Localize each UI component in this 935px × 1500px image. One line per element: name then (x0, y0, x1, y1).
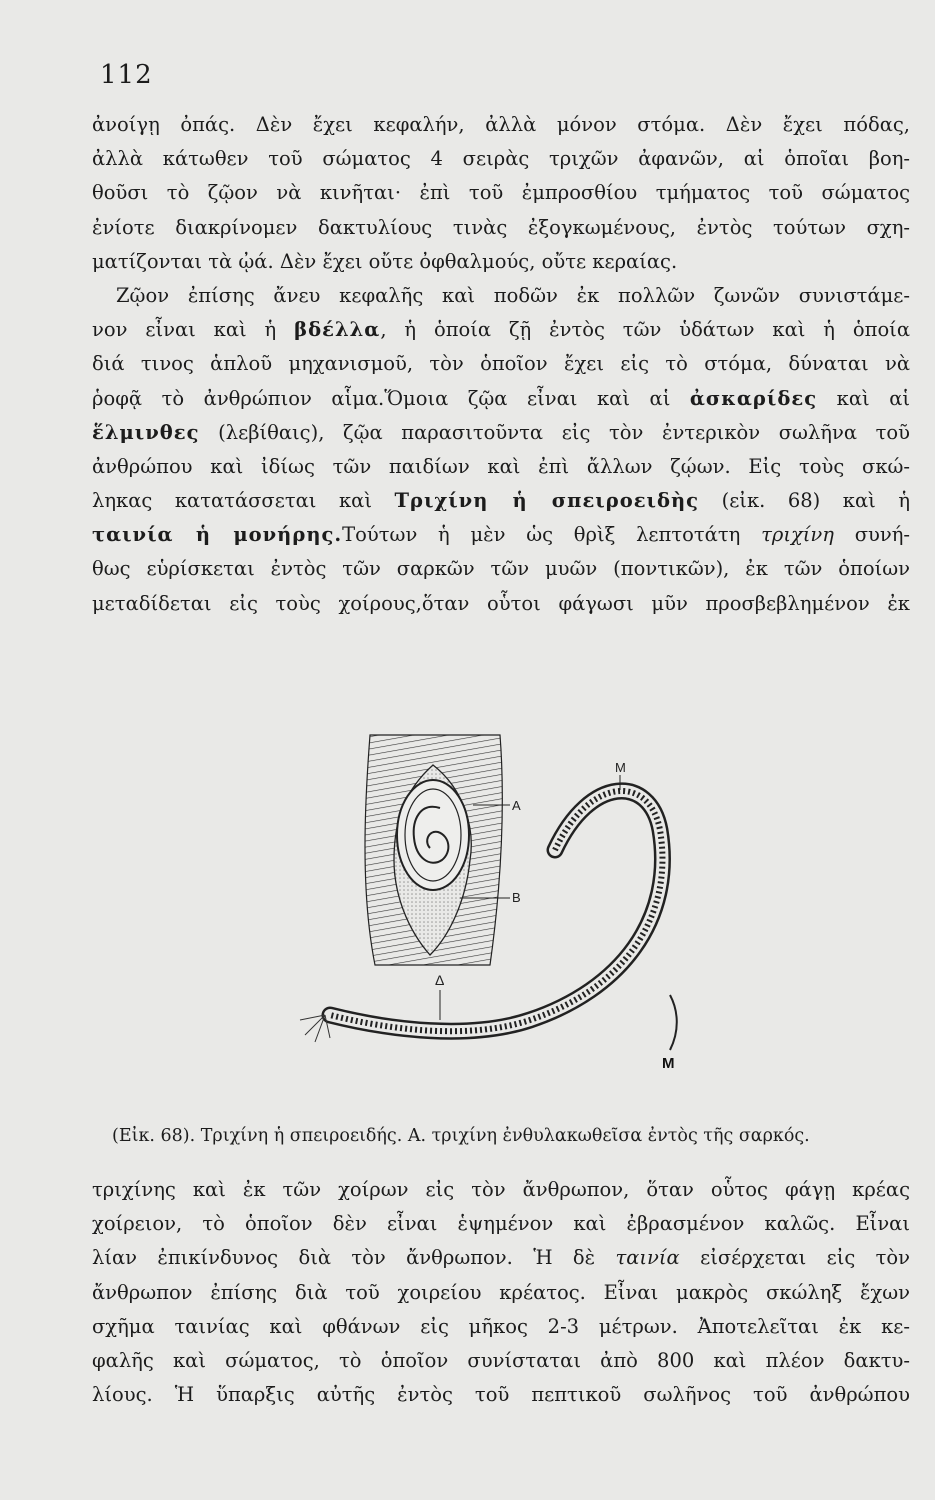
term-ascarids: ἀσκαρίδες (689, 386, 818, 410)
text-line: ἀνοίγῃ ὀπάς. Δὲν ἔχει κεφαλήν, ἀλλὰ μόνον στόμα. Δὲν ἔχει πόδας, (92, 113, 910, 136)
text-line: ταινία ἡ μονήρης.Τούτων ἡ μὲν ὡς θρὶξ λεπτοτάτη τριχίνη συνή- (92, 523, 910, 547)
text-line: ματίζονται τὰ ᾠά. Δὲν ἔχει οὔτε ὀφθαλμούς, οὔτε κεραίας. (92, 249, 678, 273)
text-line: ἀνθρώπου καὶ ἰδίως τῶν παιδίων καὶ ἐπὶ ἄλλων ζῴων. Εἰς τοὺς σκώ- (92, 454, 910, 478)
label-delta: Δ (435, 972, 445, 988)
term-leech: βδέλλα (294, 318, 381, 342)
label-m-top: M (615, 760, 626, 775)
term-helminths: ἕλμινθες (92, 420, 200, 444)
text-line: θοῦσι τὸ ζῷον νὰ κινῆται· ἐπὶ τοῦ ἐμπροσθίου τμήματος τοῦ σώματος (92, 181, 910, 205)
text-line: λίαν ἐπικίνδυνος διὰ τὸν ἄνθρωπον. Ἡ δὲ ταινία εἰσέρχεται εἰς τὸν (92, 1246, 910, 1270)
figure-caption: (Εἰκ. 68). Τριχίνη ἡ σπειροειδής. Α. τριχίνη ἐνθυλακωθεῖσα ἐντὸς τῆς σαρκός. (112, 1126, 810, 1146)
term-tapeworm: ταινία ἡ μονήρης. (92, 523, 343, 547)
text-line: ῥοφᾷ τὸ ἀνθρώπιον αἷμα.Ὅμοια ζῷα εἶναι καὶ αἱ ἀσκαρίδες καὶ αἱ (92, 386, 910, 410)
text-line: σχῆμα ταινίας καὶ φθάνων εἰς μῆκος 2-3 μέτρων. Ἀποτελεῖται ἐκ κε- (92, 1314, 910, 1338)
top-text-block (92, 108, 910, 621)
text-line: ληκας κατατάσσεται καὶ Τριχίνη ἡ σπειροειδὴς (εἰκ. 68) καὶ ἡ (92, 489, 910, 513)
text-line: χοίρειον, τὸ ὁποῖον δὲν εἶναι ἑψημένον καὶ ἐβρασμένον καλῶς. Εἶναι (92, 1212, 910, 1236)
text-line: λίους. Ἡ ὕπαρξις αὐτῆς ἐντὸς τοῦ πεπτικοῦ σωλῆνος τοῦ ἀνθρώπου (92, 1383, 910, 1407)
text-line: διά τινος ἁπλοῦ μηχανισμοῦ, τὸν ὁποῖον ἔχει εἰς τὸ στόμα, δύναται νὰ (92, 352, 910, 376)
text-line: ἄνθρωπον ἐπίσης διὰ τοῦ χοιρείου κρέατος. Εἶναι μακρὸς σκώληξ ἔχων (92, 1280, 910, 1304)
term-taenia-italic: ταινία (615, 1246, 680, 1270)
text-line: ἐνίοτε διακρίνομεν δακτυλίους τινὰς ἐξογκωμένους, ἐντὸς τούτων σχη- (92, 215, 910, 239)
text-line: ἀλλὰ κάτωθεν τοῦ σώματος 4 σειρὰς τριχῶν ἀφανῶν, αἱ ὁποῖαι βοη- (92, 147, 910, 171)
text-line: νον εἶναι καὶ ἡ βδέλλα, ἡ ὁποία ζῇ ἐντὸς τῶν ὑδάτων καὶ ἡ ὁποία (92, 318, 910, 342)
text-line: θως εὑρίσκεται ἐντὸς τῶν σαρκῶν τῶν μυῶν (ποντικῶν), ἐκ τῶν ὁποίων (92, 557, 910, 581)
muscle-tissue-section (365, 735, 510, 965)
term-trichina: Τριχίνη ἡ σπειροειδὴς (394, 489, 700, 513)
text-line: τριχίνης καὶ ἐκ τῶν χοίρων εἰς τὸν ἄνθρωπον, ὅταν οὗτος φάγῃ κρέας (92, 1178, 910, 1201)
term-trichina-italic: τριχίνη (761, 523, 834, 547)
trichina-illustration (290, 720, 720, 1080)
text-line: μεταδίδεται εἰς τοὺς χοίρους,ὅταν οὗτοι φάγωσι μῦν προσβεβλημένον ἐκ (92, 591, 910, 615)
page-number: 112 (100, 60, 153, 90)
label-a: A (512, 798, 521, 813)
text-line: φαλῆς καὶ σώματος, τὸ ὁποῖον συνίσταται ἀπὸ 800 καὶ πλέον δακτυ- (92, 1348, 910, 1372)
label-m-bottom: M (662, 1055, 675, 1072)
label-b: B (512, 890, 521, 905)
text-line: Ζῷον ἐπίσης ἄνευ κεφαλῆς καὶ ποδῶν ἐκ πολλῶν ζωνῶν συνιστάμε- (116, 283, 910, 307)
text-line: ἕλμινθες (λεβίθαις), ζῷα παρασιτοῦντα εἰς τὸν ἐντερικὸν σωλῆνα τοῦ (92, 420, 910, 444)
bottom-text-block (92, 1173, 910, 1412)
